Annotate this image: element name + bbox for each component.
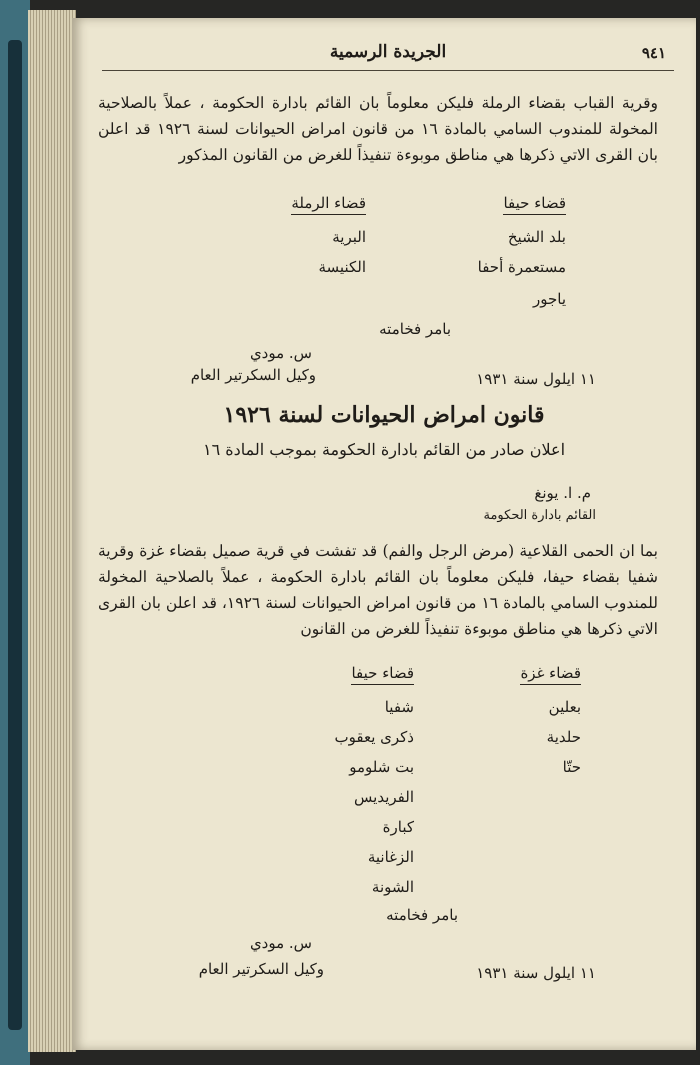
signatory: س. مودي [249, 344, 312, 362]
list-item: الزغانية [367, 848, 414, 866]
list-item: ذكرى يعقوب [334, 728, 414, 746]
list-item: بلد الشيخ [507, 228, 566, 246]
header-rule [102, 70, 674, 71]
by-order: بامر فخامته [386, 906, 458, 924]
by-order: بامر فخامته [379, 320, 451, 338]
notice1-haifa-header [503, 194, 566, 215]
list-item: حتّا [562, 758, 581, 776]
notice1-ramle-header [291, 194, 366, 215]
list-item: بعلين [548, 698, 581, 716]
page-edges [28, 10, 76, 1052]
list-item: مستعمرة أحفا [477, 258, 566, 276]
notice1-paragraph: وقرية القباب بقضاء الرملة فليكن معلوماً بان القائم بادارة الحكومة ، عملاً بالصلاحية المخولة للمندوب السامي بالمادة ١٦ من قانون امراض الحيوانات لسنة ١٩٢٦ قد اعلن بان القرى الاتي ذكرها هي مناطق موبوءة تنفيذاً للغرض من القانون المذكور [98, 94, 658, 164]
gazette-title: الجريدة الرسمية [329, 42, 447, 62]
author-name: م. ا. يونغ [534, 484, 591, 502]
list-item: حلدية [546, 728, 581, 746]
notice-date: ١١ ايلول سنة ١٩٣١ [476, 370, 596, 388]
list-item: الشونة [371, 878, 414, 896]
list-item: كبارة [382, 818, 414, 836]
signatory-title: وكيل السكرتير العام [190, 366, 316, 384]
column-header: قضاء حيفا [503, 194, 566, 215]
page-header [102, 40, 674, 70]
list-item: ياجور [532, 290, 566, 308]
list-item: الفريديس [354, 788, 414, 806]
notice2-haifa-header [351, 664, 414, 685]
list-item: شفيا [384, 698, 414, 716]
signatory: س. مودي [249, 934, 312, 952]
column-header: قضاء حيفا [351, 664, 414, 685]
column-header: قضاء الرملة [291, 194, 366, 215]
spine-binding [8, 40, 22, 1030]
notice2-title: قانون امراض الحيوانات لسنة ١٩٢٦ [223, 402, 545, 428]
column-header: قضاء غزة [520, 664, 581, 685]
notice2-subtitle: اعلان صادر من القائم بادارة الحكومة بموجب المادة ١٦ [202, 440, 566, 459]
signatory-title: وكيل السكرتير العام [198, 960, 324, 978]
gazette-page [72, 18, 696, 1050]
list-item: الكنيسة [318, 258, 366, 276]
author-title: القائم بادارة الحكومة [483, 508, 596, 523]
page-number: ٩٤١ [641, 44, 666, 62]
notice2-gaza-header [520, 664, 581, 685]
list-item: بت شلومو [349, 758, 414, 776]
notice-date: ١١ ايلول سنة ١٩٣١ [476, 964, 596, 982]
notice2-paragraph: بما ان الحمى القلاعية (مرض الرجل والفم) قد تفشت في قرية صميل بقضاء غزة وقرية شفيا بقضاء حيفا، فليكن معلوماً بان القائم بادارة الحكومة ، عملاً بالصلاحية المخولة للمندوب السامي بالمادة ١٦ من قانون امراض الحيوانات لسنة ١٩٢٦، قد اعلن بان القرى الاتي ذكرها هي مناطق موبوءة تنفيذاً للغرض من القانون [98, 542, 658, 638]
list-item: البرية [332, 228, 366, 246]
